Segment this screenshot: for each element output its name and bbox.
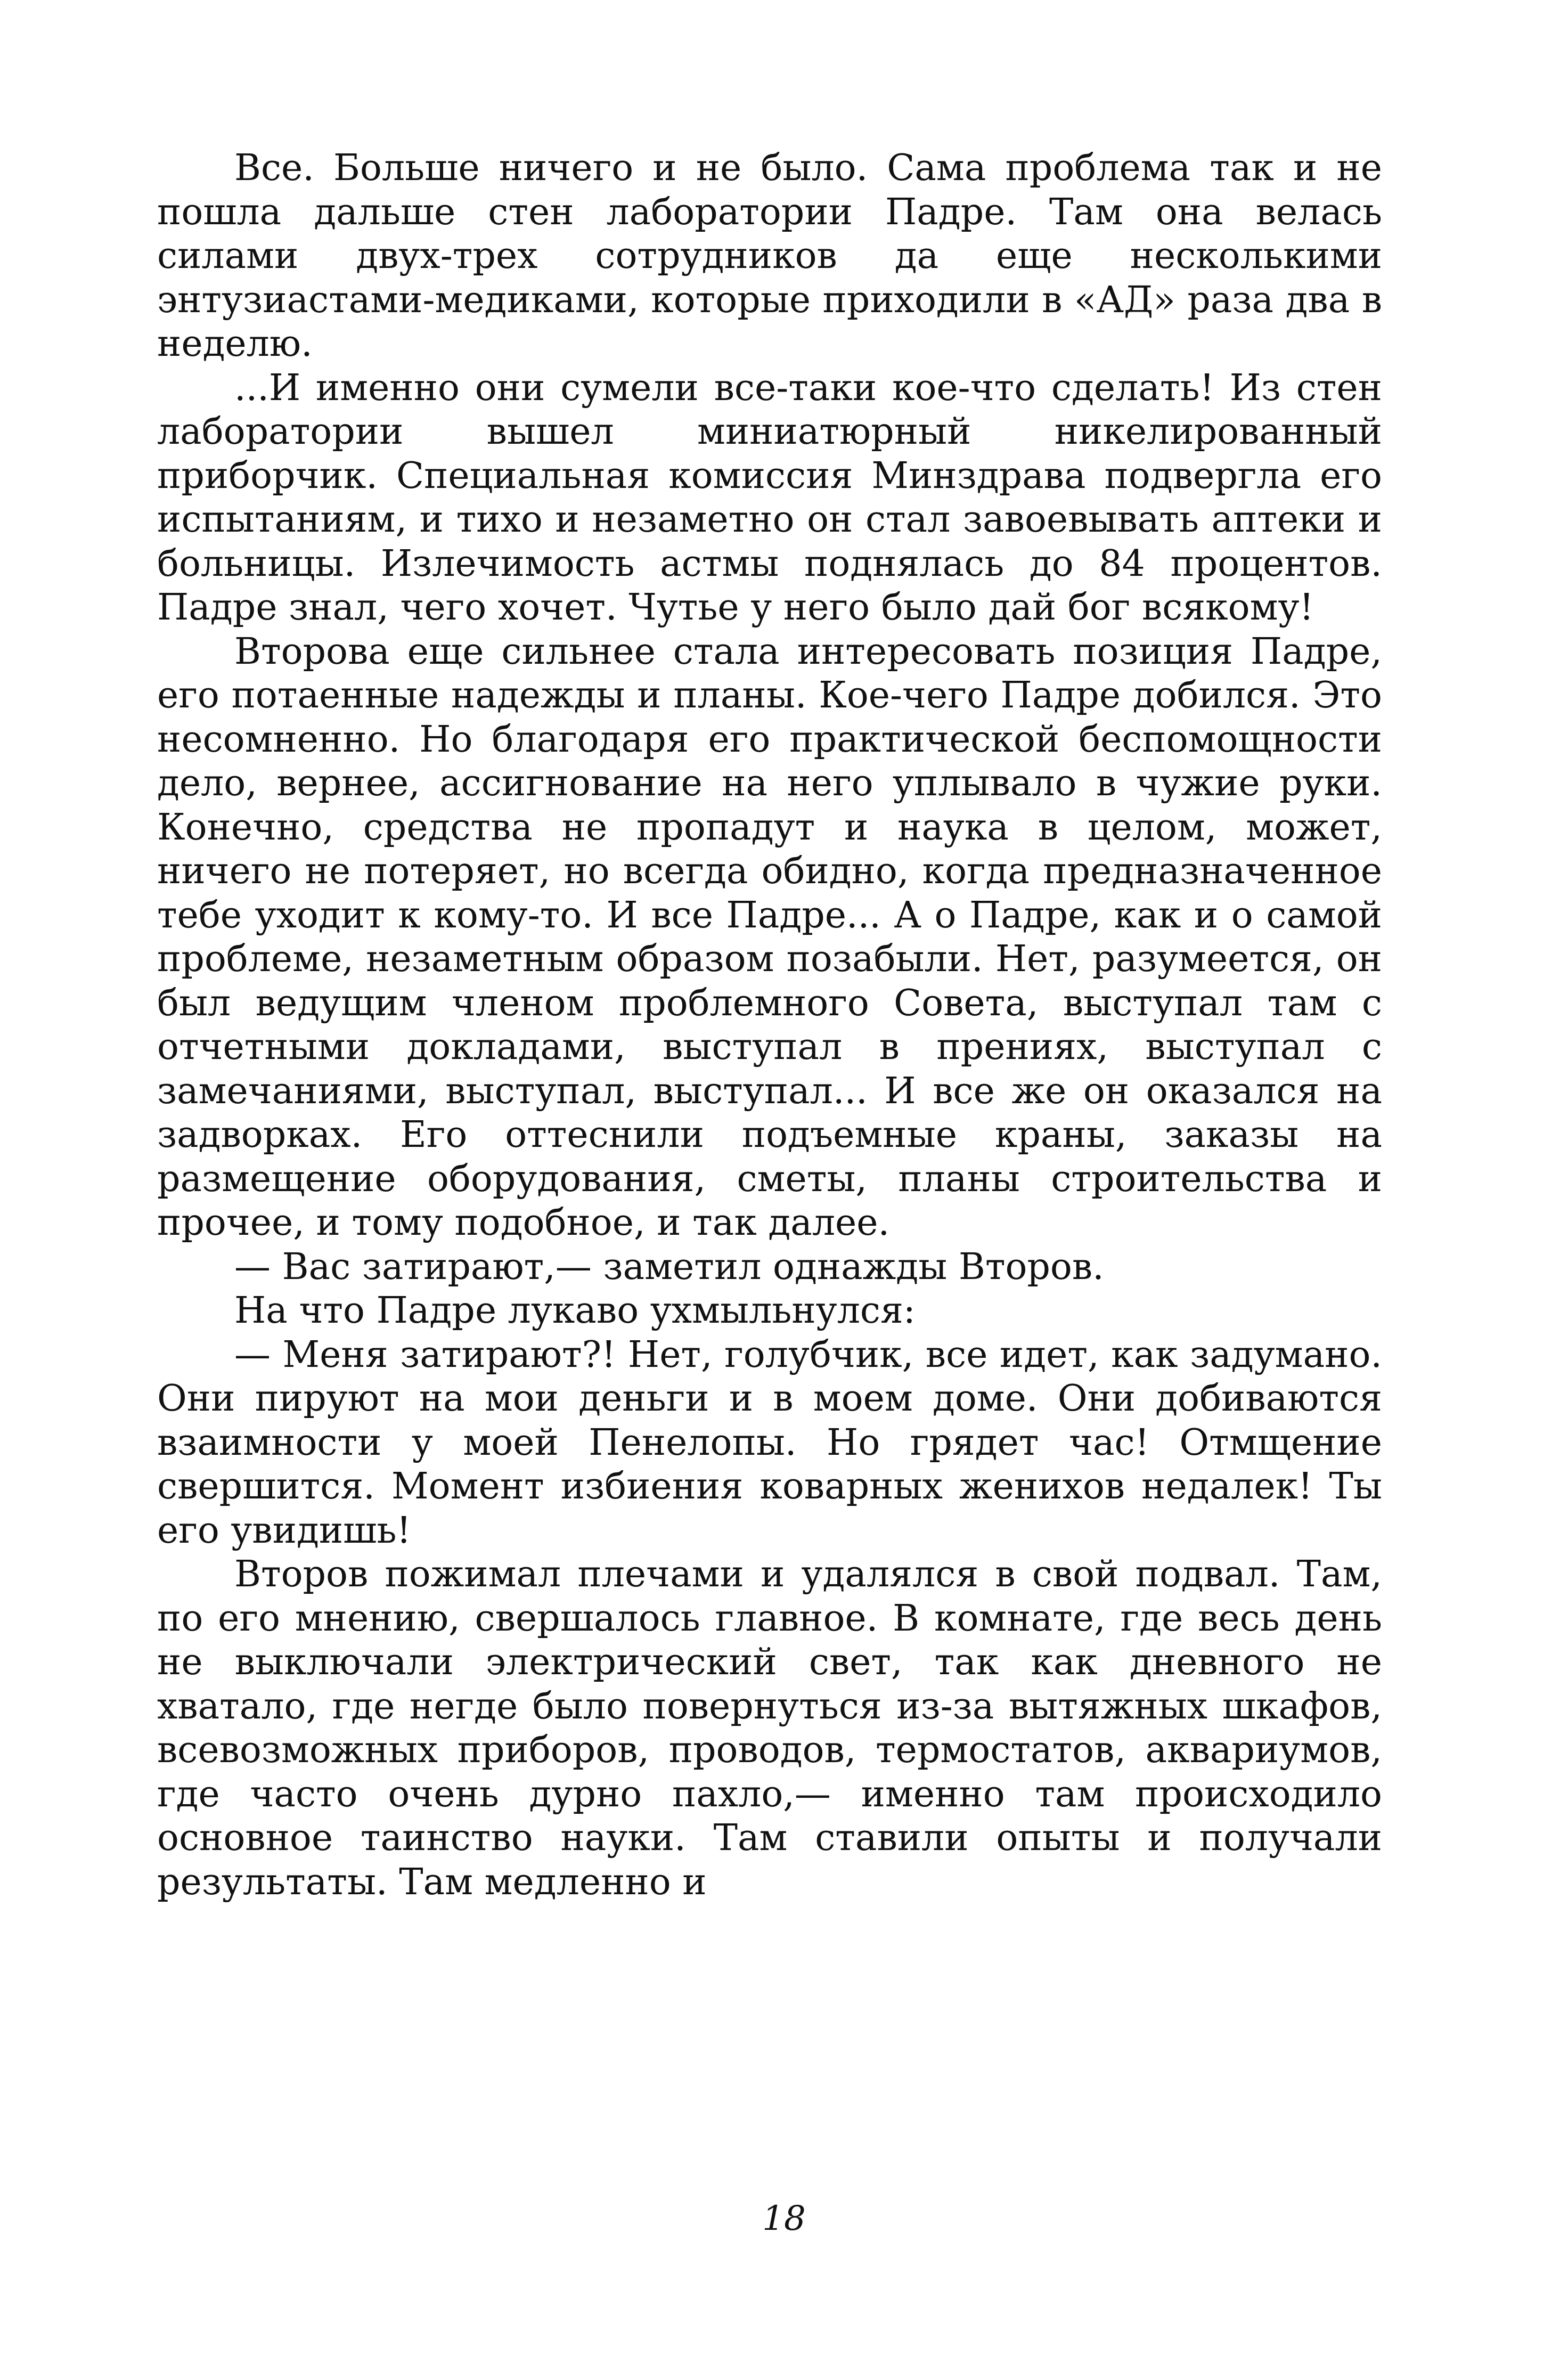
paragraph-3: Второва еще сильнее стала интересовать позиция Падре, его потаенные надежды и планы. Кое-чего Падре добился. Это несомненно. Но благодаря его практической беспомощности дело, вернее, ассигнование на него уплывало в чужие руки. Конечно, средства не пропадут и наука в целом, может, ничего не потеряет, но всегда обидно, когда предназначенное тебе уходит к кому-то. И все Падре... А о Падре, как и о самой проблеме, незаметным образом позабыли. Нет, разумеется, он был ведущим членом проблемного Совета, выступал там с отчетными докладами, выступал в прениях, выступал с замечаниями, выступал, выступал... И все же он оказался на задворках. Его оттеснили подъемные краны, заказы на размещение оборудования, сметы, планы строительства и прочее, и тому подобное, и так далее. [157,630,1382,1244]
page-body [157,146,1382,1904]
paragraph-5: На что Падре лукаво ухмыльнулся: [234,1290,916,1332]
paragraph-7: Второв пожимал плечами и удалялся в свой подвал. Там, по его мнению, свершалось главное. В комнате, где весь день не выключали электрический свет, так как дневного не хватало, где негде было повернуться из-за вытяжных шкафов, всевозможных приборов, проводов, термостатов, аквариумов, где часто очень дурно пахло,— именно там происходило основное таинство науки. Там ставили опыты и получали результаты. Там медленно и [157,1553,1382,1903]
paragraph-2: ...И именно они сумели все-таки кое-что сделать! Из стен лаборатории вышел миниатюрный никелированный приборчик. Специальная комиссия Минздрава подвергла его испытаниям, и тихо и незаметно он стал завоевывать аптеки и больницы. Излечимость астмы поднялась до 84 процентов. Падре знал, чего хочет. Чутье у него было дай бог всякому! [157,366,1382,629]
paragraph-4-dialogue: — Вас затирают,— заметил однажды Второв. [234,1245,1104,1288]
paragraph-1: Все. Больше ничего и не было. Сама проблема так и не пошла дальше стен лаборатории Падре. Там она велась силами двух-трех сотрудников да еще несколькими энтузиастами-медиками, которые приходили в «АД» раза два в неделю. [157,147,1382,365]
paragraph-6-dialogue: — Меня затирают?! Нет, голубчик, все идет, как задумано. Они пируют на мои деньги и в моем доме. Они добиваются взаимности у моей Пенелопы. Но грядет час! Отмщение свершится. Момент избиения коварных женихов недалек! Ты его увидишь! [157,1333,1382,1552]
page-number: 18 [762,2199,806,2238]
